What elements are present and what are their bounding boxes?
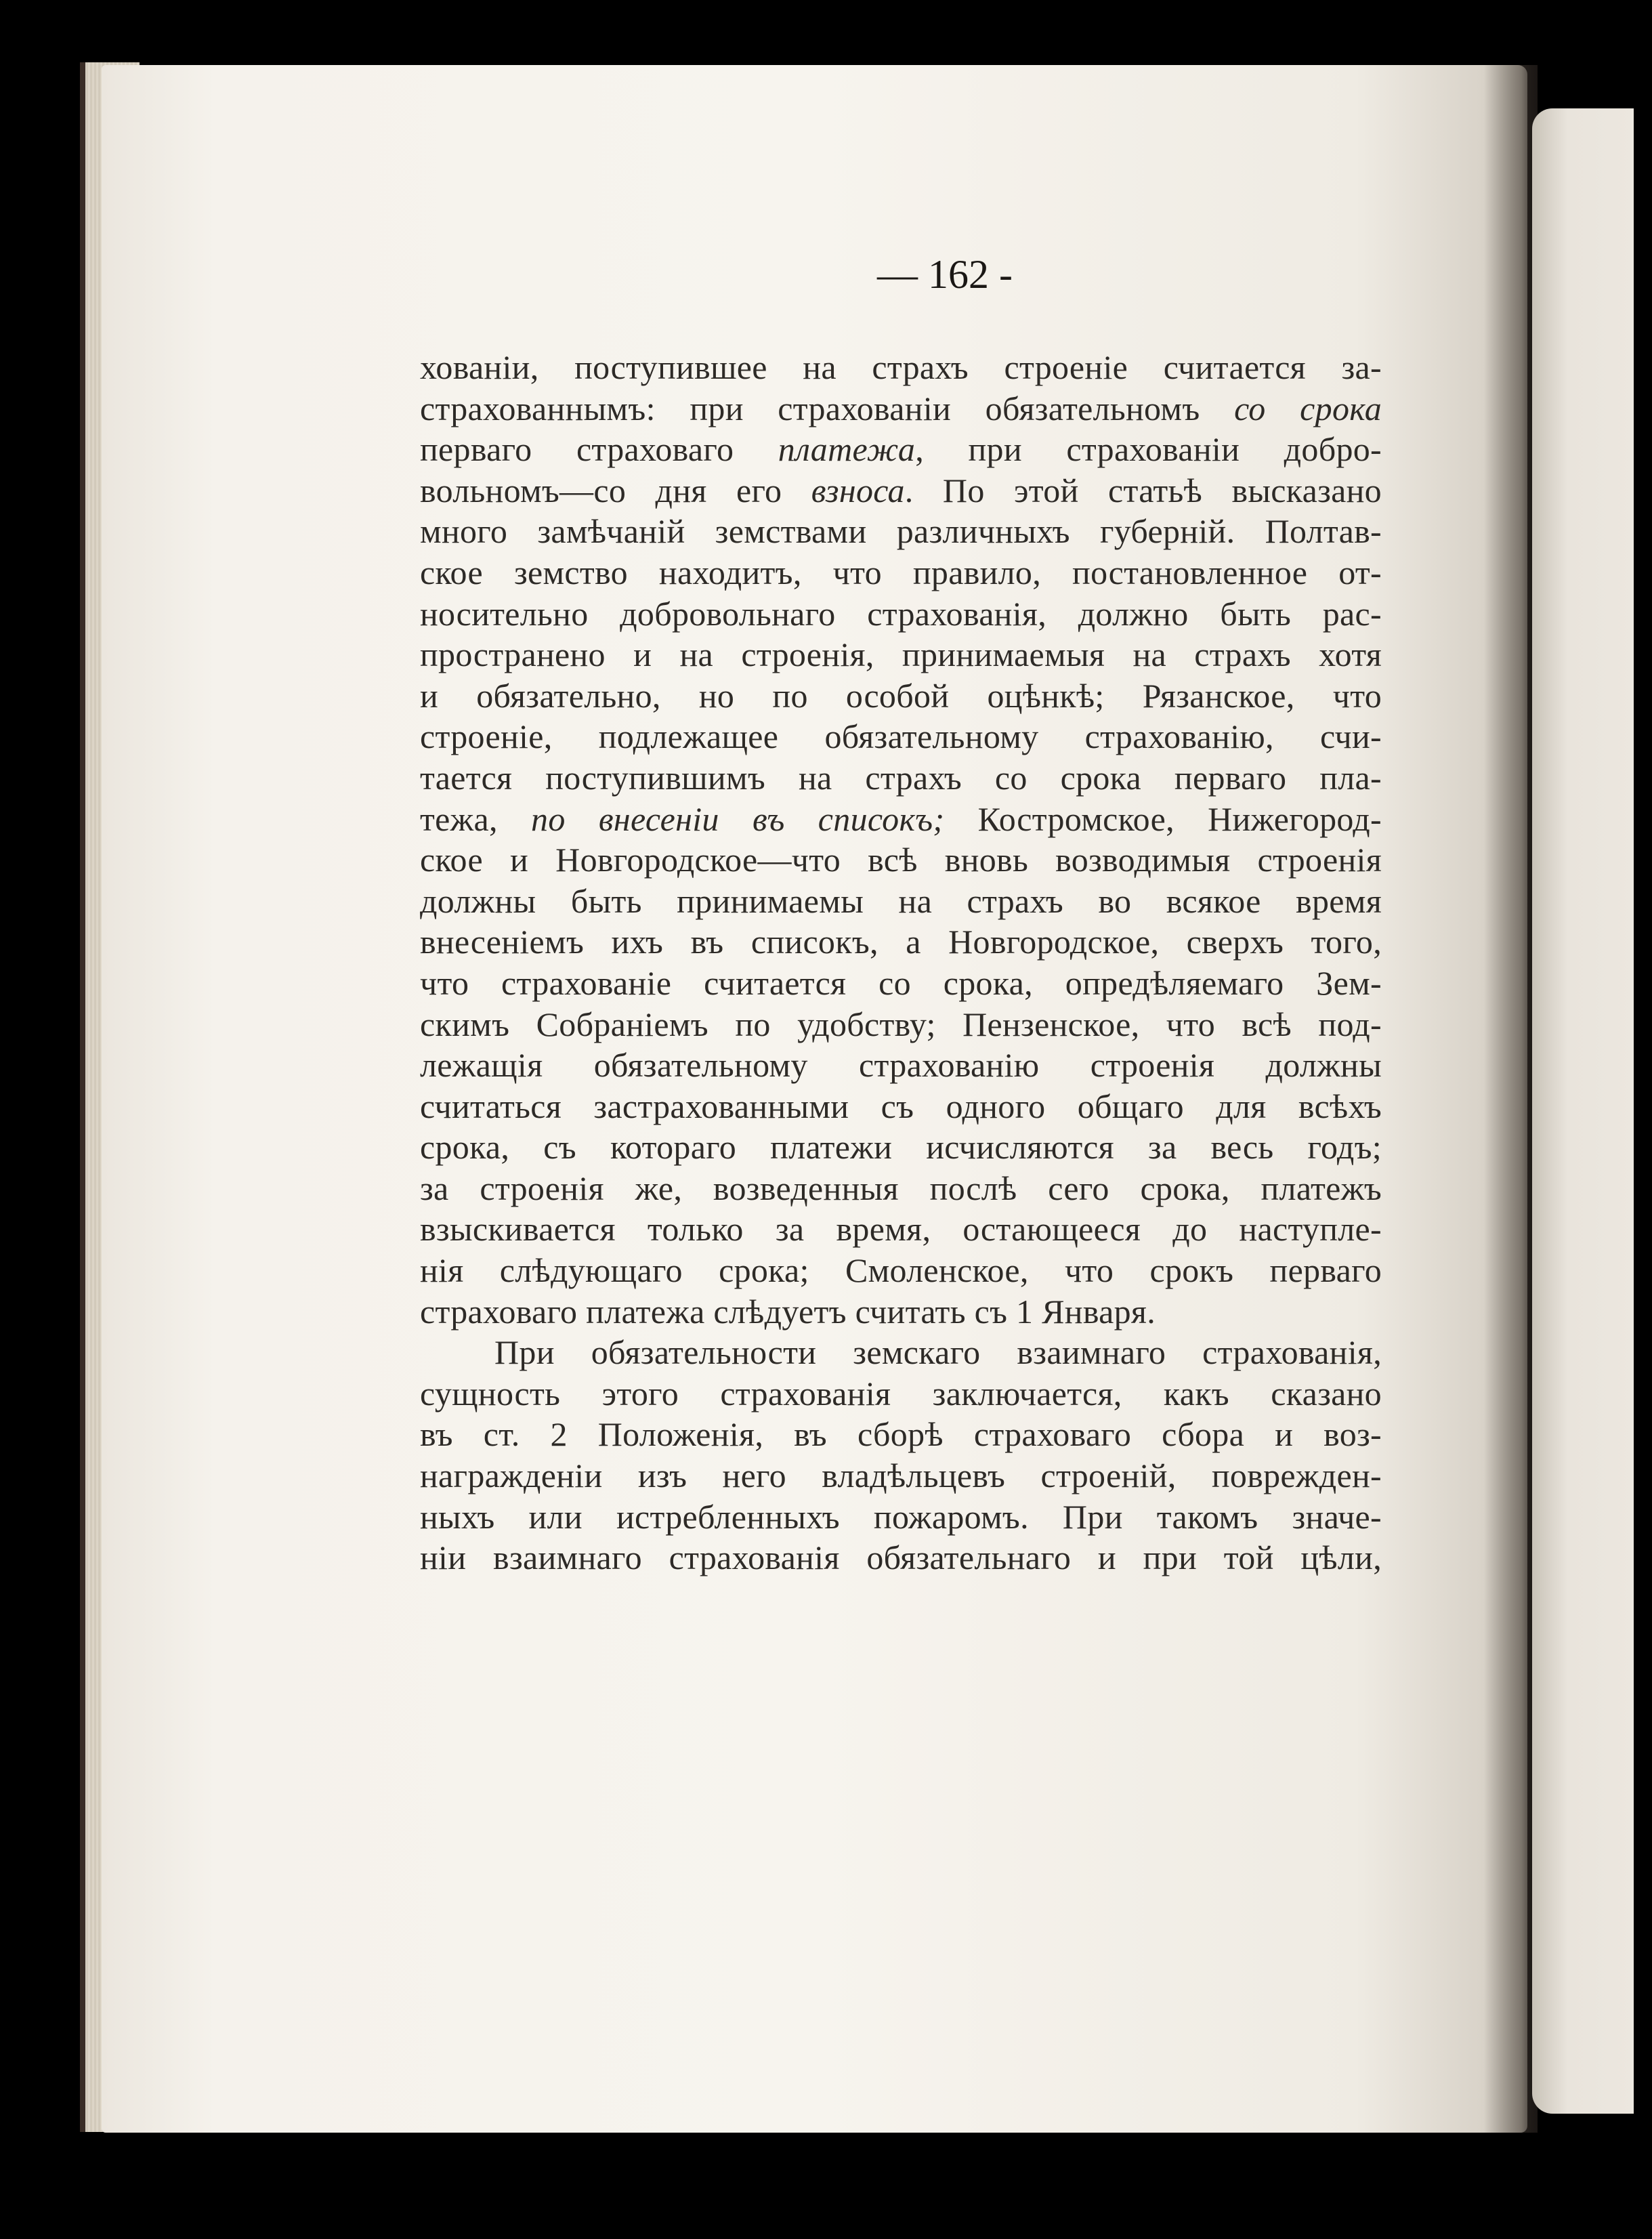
text-run: сущность этого страхованія заключается, какъ сказано	[420, 1374, 1382, 1413]
text-run: страховаго платежа слѣдуетъ считать съ 1 Января.	[420, 1292, 1156, 1331]
text-run: пространено и на строенія, принимаемыя на страхъ хотя	[420, 635, 1382, 674]
text-run: срока, съ котораго платежи исчисляются за весь годъ;	[420, 1128, 1382, 1167]
text-line	[420, 716, 1382, 757]
text-run: внесеніемъ ихъ въ списокъ, а Новгородское, сверхъ того,	[420, 923, 1382, 961]
text-line	[420, 1497, 1382, 1538]
text-run: награжденіи изъ него владѣльцевъ строеній, поврежден-	[420, 1457, 1382, 1495]
italic-text: взноса	[811, 471, 905, 509]
text-run: взыскивается только за время, остающееся до наступле-	[420, 1210, 1382, 1249]
text-line	[420, 1537, 1382, 1578]
text-run: тается поступившимъ на страхъ со срока перваго пла-	[420, 758, 1382, 797]
text-run: Костромское, Нижегород-	[944, 799, 1382, 838]
text-run: строеніе, подлежащее обязательному страхованію, счи-	[420, 717, 1382, 756]
page-number: — 162 -	[877, 252, 1013, 297]
text-run: При обязательности земскаго взаимнаго страхованія,	[494, 1333, 1382, 1372]
text-run: ское и Новгородское—что всѣ вновь возводимыя строенія	[420, 841, 1382, 879]
text-line	[420, 1086, 1382, 1127]
text-line	[420, 1373, 1382, 1415]
text-run: страхованнымъ: при страхованіи обязательномъ	[420, 389, 1235, 427]
text-line	[420, 1291, 1382, 1333]
text-line	[420, 552, 1382, 593]
text-line	[420, 799, 1382, 840]
text-line	[420, 1209, 1382, 1250]
page-text-block	[420, 251, 1382, 1578]
text-line	[420, 757, 1382, 799]
text-line	[420, 1414, 1382, 1455]
text-line	[420, 1127, 1382, 1168]
text-line	[420, 839, 1382, 881]
text-line	[420, 963, 1382, 1004]
text-run: . По этой статьѣ высказано	[904, 471, 1382, 509]
text-run: много замѣчаній земствами различныхъ губерній. Полтав-	[420, 512, 1382, 551]
text-run: что страхованіе считается со срока, опредѣляемаго Зем-	[420, 963, 1382, 1002]
text-run: считаться застрахованными съ одного общаго для всѣхъ	[420, 1087, 1382, 1125]
text-line	[420, 470, 1382, 511]
text-run: въ ст. 2 Положенія, въ сборѣ страховаго сбора и воз-	[420, 1415, 1382, 1454]
text-line	[420, 675, 1382, 717]
italic-text: по внесеніи въ списокъ;	[531, 799, 945, 838]
text-line	[420, 1332, 1382, 1373]
gutter-shadow	[1483, 65, 1538, 2133]
text-line	[420, 921, 1382, 963]
text-run: лежащія обязательному страхованію строенія должны	[420, 1046, 1382, 1085]
text-run: ское земство находитъ, что правило, постановленное от-	[420, 553, 1382, 591]
text-run: скимъ Собраніемъ по удобству; Пензенское, что всѣ под-	[420, 1005, 1382, 1043]
facing-page-edge	[1532, 108, 1634, 2114]
text-line	[420, 1250, 1382, 1291]
text-run: за строенія же, возведенныя послѣ сего срока, платежъ	[420, 1169, 1382, 1207]
text-line	[420, 511, 1382, 552]
text-line	[420, 1455, 1382, 1497]
text-run: носительно добровольнаго страхованія, должно быть рас-	[420, 594, 1382, 633]
text-line	[420, 634, 1382, 675]
text-run: нія слѣдующаго срока; Смоленское, что срокъ перваго	[420, 1251, 1382, 1290]
text-run: и обязательно, но по особой оцѣнкѣ; Рязанское, что	[420, 676, 1382, 715]
text-run: перваго страховаго	[420, 430, 778, 469]
text-run: должны быть принимаемы на страхъ во всякое время	[420, 881, 1382, 920]
text-run: ныхъ или истребленныхъ пожаромъ. При такомъ значе-	[420, 1497, 1382, 1536]
text-run: , при страхованіи добро-	[915, 430, 1382, 469]
text-line	[420, 881, 1382, 922]
text-line	[420, 1045, 1382, 1086]
text-line	[420, 429, 1382, 470]
text-run: ніи взаимнаго страхованія обязательнаго и при той цѣли,	[420, 1539, 1382, 1577]
text-line	[420, 1168, 1382, 1209]
italic-text: платежа	[778, 430, 916, 469]
body-text	[420, 347, 1382, 1578]
text-line	[420, 1004, 1382, 1045]
text-run: тежа,	[420, 799, 532, 838]
text-line	[420, 347, 1382, 388]
italic-text: со срока	[1234, 389, 1382, 427]
text-line	[420, 388, 1382, 430]
text-run: хованіи, поступившее на страхъ строеніе считается за-	[420, 348, 1382, 386]
text-run: вольномъ—со дня его	[420, 471, 811, 509]
text-line	[420, 593, 1382, 635]
